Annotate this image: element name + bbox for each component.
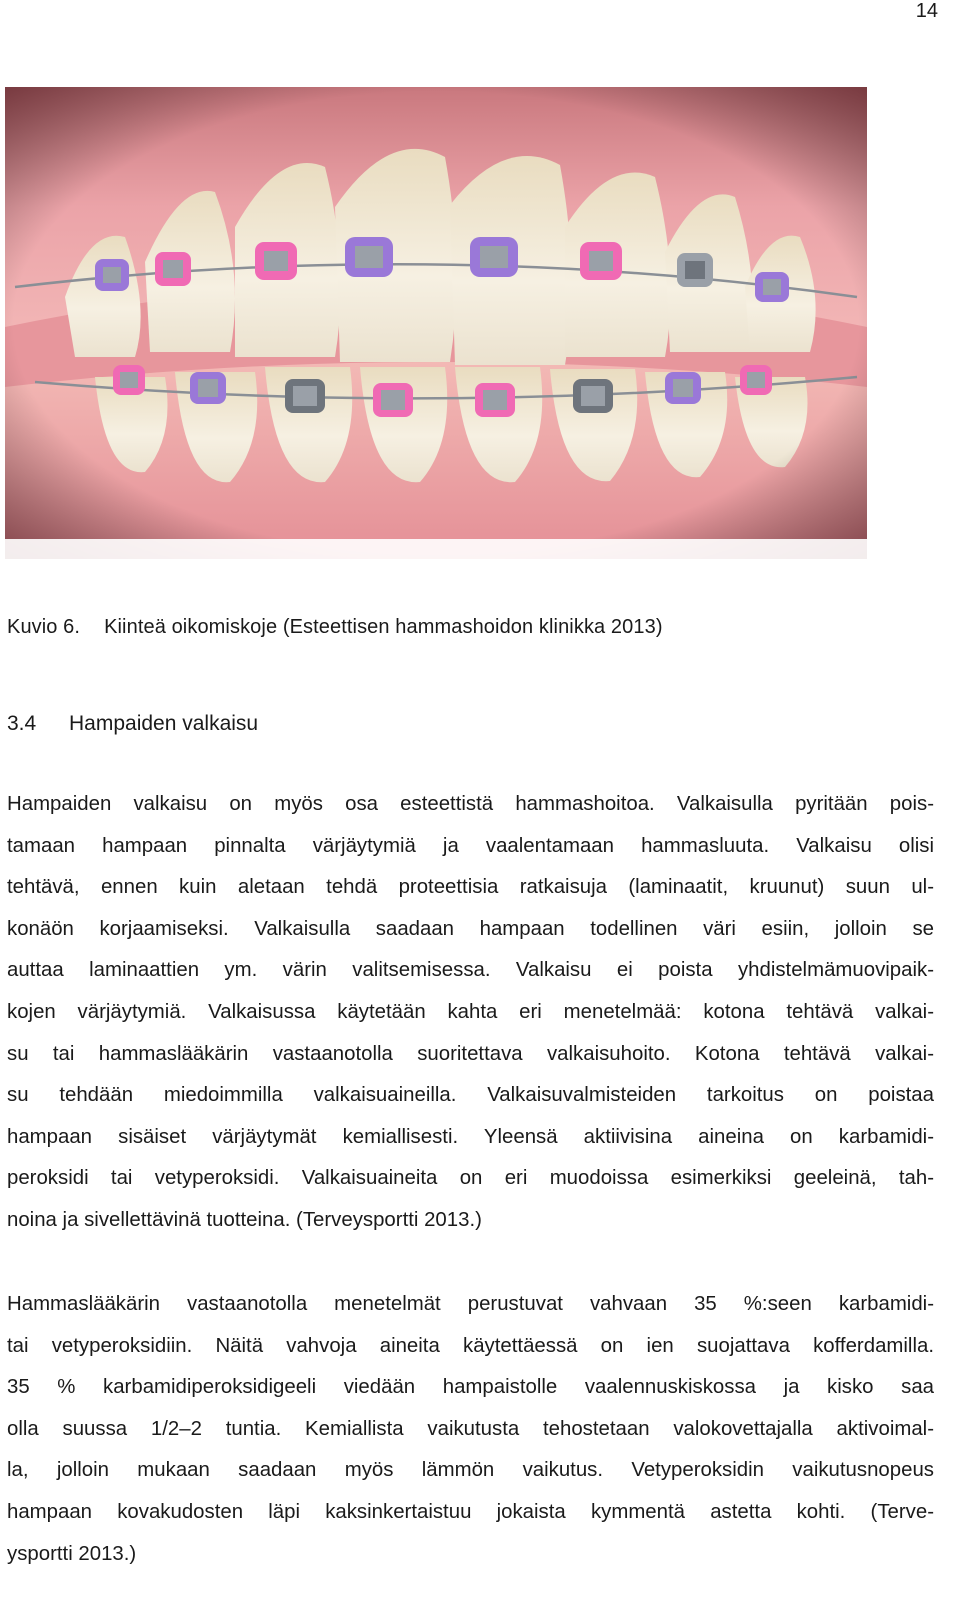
paragraph-line: tehtävä, ennen kuin aletaan tehdä proteettisia ratkaisuja (laminaatit, kruunut) suun ul- <box>7 876 934 899</box>
figure-caption-text: Kiinteä oikomiskoje (Esteettisen hammashoidon klinikka 2013) <box>104 616 663 638</box>
paragraph-line: la, jolloin mukaan saadaan myös lämmön vaikutus. Vetyperoksidin vaikutusnopeus <box>7 1459 934 1482</box>
paragraph-line: hampaan sisäiset värjäytymät kemiallisesti. Yleensä aktiivisina aineina on karbamidi- <box>7 1125 934 1148</box>
photo-vignette <box>5 87 867 559</box>
paragraph-line: Hammaslääkärin vastaanotolla menetelmät perustuvat vahvaan 35 %:seen karbamidi- <box>7 1293 934 1315</box>
figure-braces-photo <box>5 87 867 559</box>
paragraph-line: tai vetyperoksidiin. Näitä vahvoja aineita käytettäessä on ien suojattava kofferdamilla. <box>7 1334 934 1357</box>
section-number: 3.4 <box>7 712 37 735</box>
section-title: Hampaiden valkaisu <box>69 712 259 735</box>
page-number: 14 <box>915 0 938 22</box>
paragraph-line: 35 % karbamidiperoksidigeeli viedään hampaistolle vaalennuskiskossa ja kisko saa <box>7 1376 934 1399</box>
paragraph-2 <box>7 1284 934 1575</box>
paragraph-line: peroksidi tai vetyperoksidi. Valkaisuaineita on eri muodoissa esimerkiksi geeleinä, tah- <box>7 1167 934 1190</box>
paragraph-line: tamaan hampaan pinnalta värjäytymiä ja vaalentamaan hammasluuta. Valkaisu olisi <box>7 834 934 857</box>
paragraph-line: auttaa laminaattien ym. värin valitsemisessa. Valkaisu ei poista yhdistelmämuovipaik- <box>7 959 934 982</box>
paragraph-line: noina ja sivellettävinä tuotteina. (Terveysportti 2013.) <box>7 1208 482 1231</box>
paragraph-line: olla suussa 1/2–2 tuntia. Kemiallista vaikutusta tehostetaan valokovettajalla aktivoimal- <box>7 1417 934 1440</box>
section-heading <box>7 712 258 736</box>
figure-label: Kuvio 6. <box>7 616 81 638</box>
paragraph-line: su tehdään miedoimmilla valkaisuaineilla. Valkaisuvalmisteiden tarkoitus on poistaa <box>7 1084 934 1107</box>
paragraph-line: ysportti 2013.) <box>7 1542 137 1565</box>
braces-illustration <box>5 87 867 559</box>
paragraph-line: hampaan kovakudosten läpi kaksinkertaistuu jokaista kymmentä astetta kohti. (Terve- <box>7 1500 934 1523</box>
paragraph-line: Hampaiden valkaisu on myös osa esteettistä hammashoitoa. Valkaisulla pyritään pois- <box>7 793 934 815</box>
paragraph-1 <box>7 784 934 1242</box>
paragraph-line: kojen värjäytymiä. Valkaisussa käytetään kahta eri menetelmää: kotona tehtävä valkai- <box>7 1000 934 1023</box>
paragraph-line: su tai hammaslääkärin vastaanotolla suoritettava valkaisuhoito. Kotona tehtävä valkai- <box>7 1042 934 1065</box>
lip-highlight <box>5 539 867 559</box>
paragraph-line: konäön korjaamiseksi. Valkaisulla saadaan hampaan todellinen väri esiin, jolloin se <box>7 917 934 940</box>
figure-caption <box>7 616 663 639</box>
